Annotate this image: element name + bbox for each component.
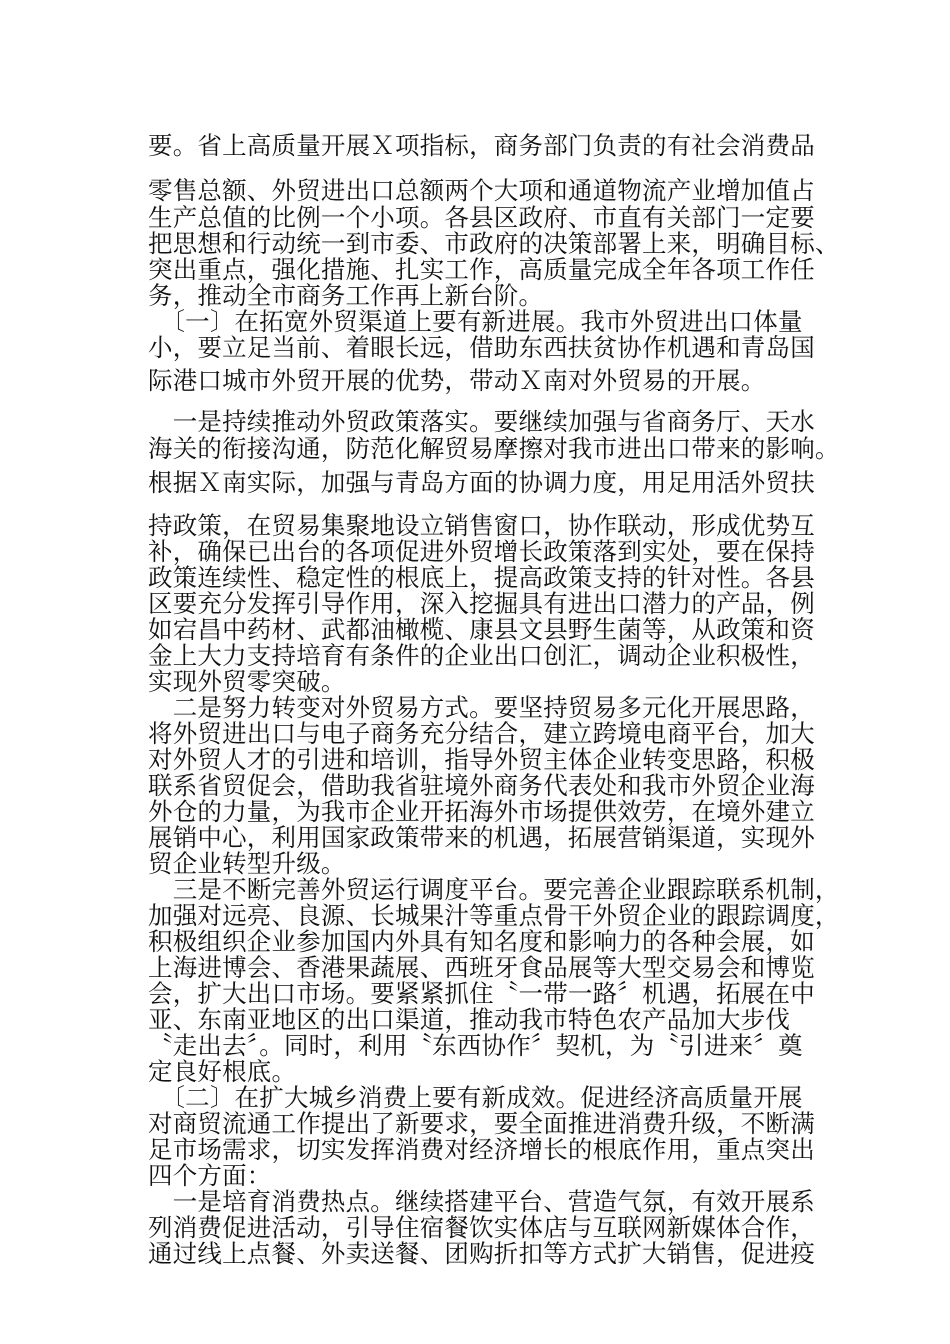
- text-line: 零售总额、外贸进出口总额两个大项和通道物流产业增加值占: [148, 176, 815, 205]
- text-line: 区要充分发挥引导作用，深入挖掘具有进出口潜力的产品，例: [148, 589, 815, 618]
- text-line: 二是努力转变对外贸易方式。要坚持贸易多元化开展思路，: [148, 693, 815, 722]
- text-line: 上海进博会、香港果蔬展、西班牙食品展等大型交易会和博览: [148, 953, 815, 982]
- text-line: 〔二〕在扩大城乡消费上要有新成效。促进经济高质量开展: [148, 1083, 803, 1112]
- text-line: 列消费促进活动，引导住宿餐饮实体店与互联网新媒体合作，: [148, 1213, 815, 1242]
- text-line: 展销中心，利用国家政策带来的机遇，拓展营销渠道，实现外: [148, 823, 815, 852]
- text-line: 会，扩大出口市场。要紧紧抓住〝一带一路〞机遇，拓展在中: [148, 979, 815, 1008]
- text-line: 政策连续性、稳定性的根底上，提高政策支持的针对性。各县: [148, 563, 815, 592]
- text-line: 把思想和行动统一到市委、市政府的决策部署上来，明确目标、: [148, 229, 840, 258]
- text-line: 补，确保已出台的各项促进外贸增长政策落到实处，要在保持: [148, 537, 815, 566]
- text-line: 将外贸进出口与电子商务充分结合，建立跨境电商平台，加大: [148, 719, 815, 748]
- text-line: 外仓的力量，为我市企业开拓海外市场提供效劳，在境外建立: [148, 797, 815, 826]
- text-line: 如宕昌中药材、武都油橄榄、康县文县野生菌等，从政策和资: [148, 615, 815, 644]
- text-line: 对商贸流通工作提出了新要求，要全面推进消费升级，不断满: [148, 1109, 815, 1138]
- text-line: 小，要立足当前、着眼长远，借助东西扶贫协作机遇和青岛国: [148, 333, 815, 362]
- text-line: 际港口城市外贸开展的优势，带动Ｘ南对外贸易的开展。: [148, 366, 766, 395]
- text-line: 〝走出去〞。同时，利用〝东西协作〞契机，为〝引进来〞奠: [148, 1031, 803, 1060]
- text-line: 联系省贸促会，借助我省驻境外商务代表处和我市外贸企业海: [148, 771, 815, 800]
- text-line: 金上大力支持培育有条件的企业出口创汇，调动企业积极性，: [148, 641, 815, 670]
- text-line: 通过线上点餐、外卖送餐、团购折扣等方式扩大销售，促进疫: [148, 1239, 815, 1268]
- text-line: 根据Ｘ南实际，加强与青岛方面的协调力度，用足用活外贸扶: [148, 468, 815, 497]
- text-line: 突出重点，强化措施、扎实工作，高质量完成全年各项工作任: [148, 255, 815, 284]
- text-line: 一是持续推动外贸政策落实。要继续加强与省商务厅、天水: [148, 407, 815, 436]
- text-line: 持政策，在贸易集聚地设立销售窗口，协作联动，形成优势互: [148, 511, 815, 540]
- text-line: 对外贸人才的引进和培训，指导外贸主体企业转变思路，积极: [148, 745, 815, 774]
- text-line: 三是不断完善外贸运行调度平台。要完善企业跟踪联系机制，: [148, 875, 840, 904]
- text-line: 要。省上高质量开展Ｘ项指标，商务部门负责的有社会消费品: [148, 131, 815, 160]
- text-line: 加强对远亮、良源、长城果汁等重点骨干外贸企业的跟踪调度，: [148, 901, 840, 930]
- text-line: 贸企业转型升级。: [148, 849, 346, 878]
- text-line: 四个方面：: [148, 1161, 272, 1190]
- text-line: 一是培育消费热点。继续搭建平台、营造气氛，有效开展系: [148, 1187, 815, 1216]
- text-line: 务，推动全市商务工作再上新台阶。: [148, 281, 544, 310]
- text-line: 〔一〕在拓宽外贸渠道上要有新进展。我市外贸进出口体量: [148, 307, 803, 336]
- text-line: 积极组织企业参加国内外具有知名度和影响力的各种会展，如: [148, 927, 815, 956]
- text-line: 足市场需求，切实发挥消费对经济增长的根底作用，重点突出: [148, 1135, 815, 1164]
- text-line: 亚、东南亚地区的出口渠道，推动我市特色农产品加大步伐: [148, 1005, 791, 1034]
- text-line: 生产总值的比例一个小项。各县区政府、市直有关部门一定要: [148, 203, 815, 232]
- text-line: 海关的衔接沟通，防范化解贸易摩擦对我市进出口带来的影响。: [148, 434, 840, 463]
- text-line: 实现外贸零突破。: [148, 667, 346, 696]
- text-line: 定良好根底。: [148, 1057, 297, 1086]
